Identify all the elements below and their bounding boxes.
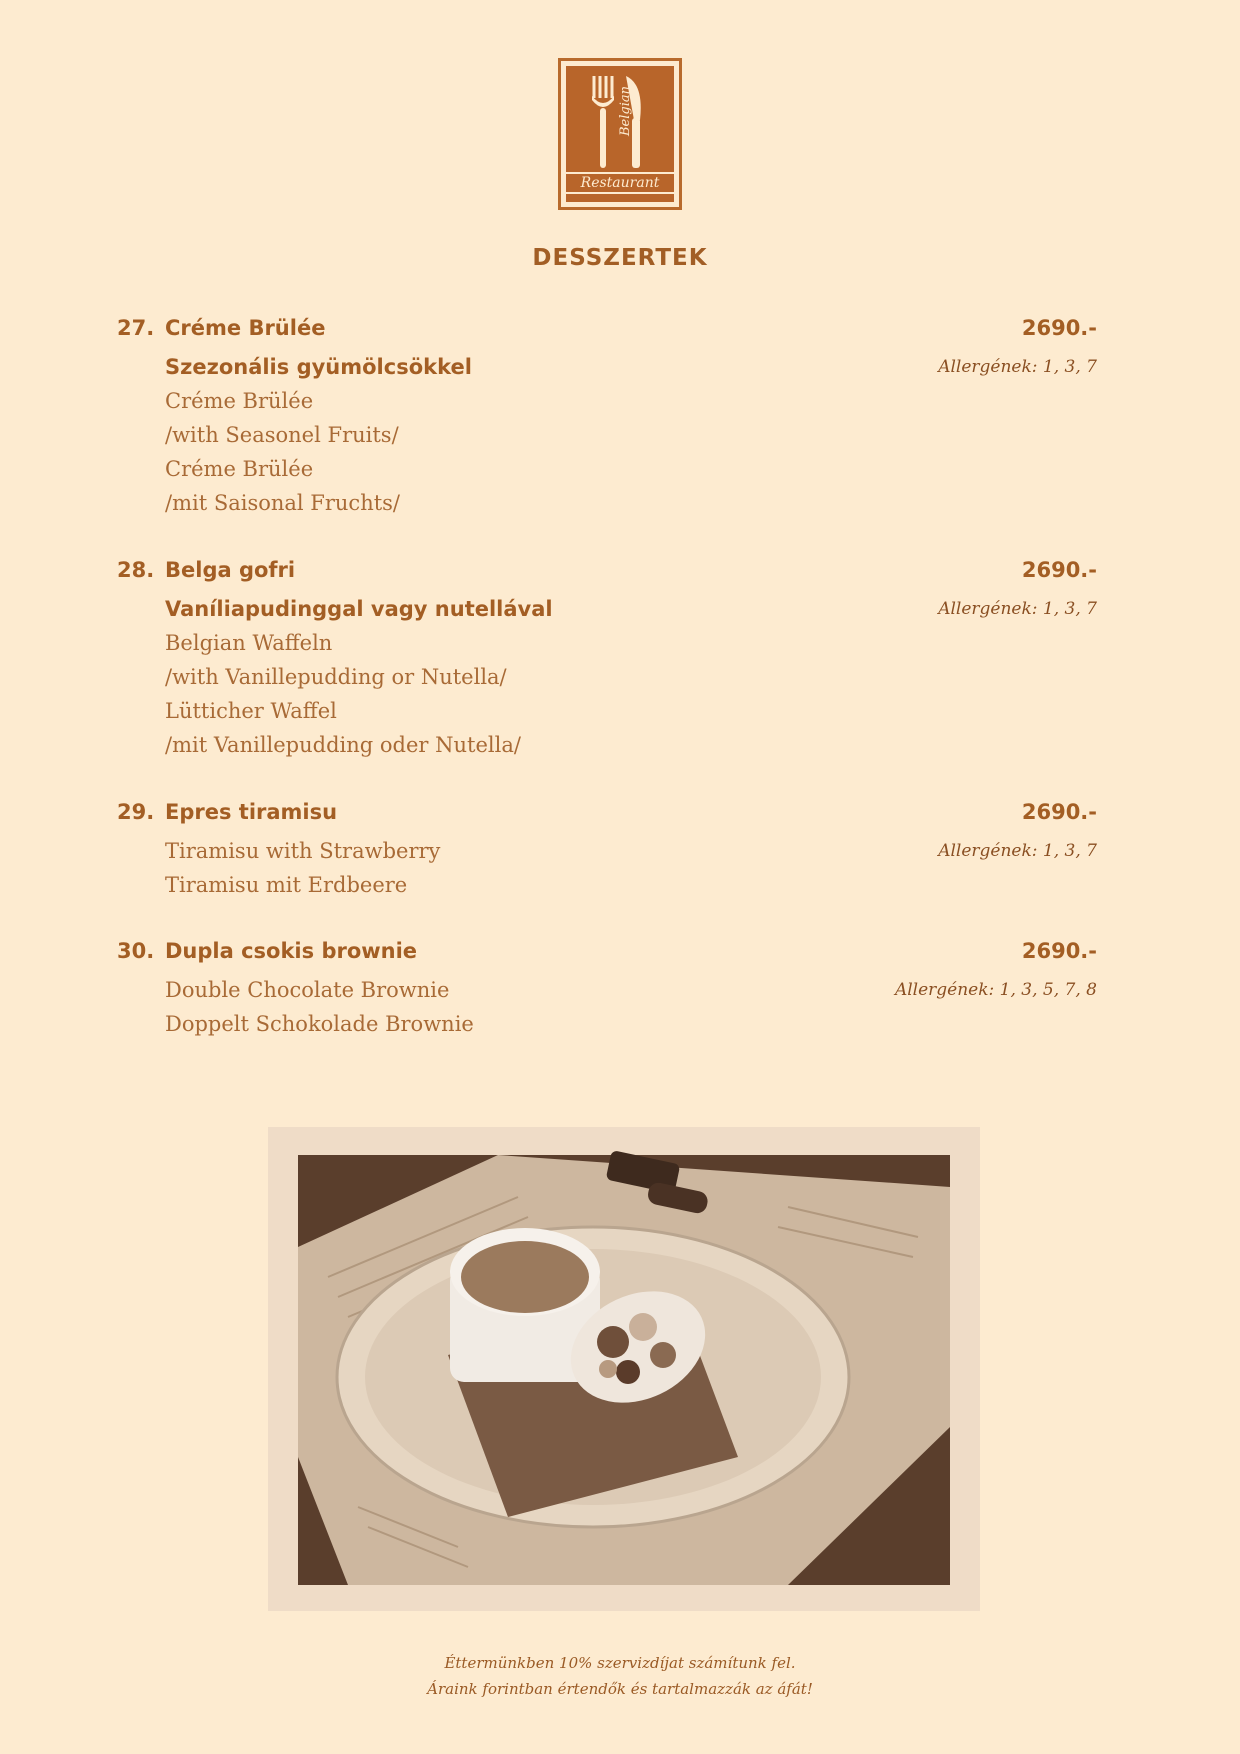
restaurant-logo bbox=[558, 58, 682, 210]
item-name: Epres tiramisu bbox=[165, 800, 338, 824]
item-allergens: Allergének: 1, 3, 7 bbox=[938, 357, 1097, 377]
item-description: /with Vanillepudding or Nutella/ bbox=[165, 665, 507, 689]
item-name: Dupla csokis brownie bbox=[165, 939, 418, 963]
logo-panel bbox=[566, 66, 674, 202]
item-description: /with Seasonel Fruits/ bbox=[165, 423, 399, 447]
item-description: Lütticher Waffel bbox=[165, 699, 337, 723]
item-number: 28. bbox=[117, 558, 155, 582]
item-description: Tiramisu mit Erdbeere bbox=[165, 873, 408, 897]
item-allergens: Allergének: 1, 3, 5, 7, 8 bbox=[894, 980, 1097, 1000]
item-description: /mit Saisonal Fruchts/ bbox=[165, 491, 401, 515]
item-number: 29. bbox=[117, 800, 155, 824]
item-description: Double Chocolate Brownie bbox=[165, 978, 450, 1002]
footer-service-charge: Éttermünkben 10% szervizdíjat számítunk fel. bbox=[444, 1654, 796, 1672]
item-description: Doppelt Schokolade Brownie bbox=[165, 1012, 474, 1036]
item-price: 2690.- bbox=[1021, 558, 1097, 582]
item-description: Belgian Waffeln bbox=[165, 631, 333, 655]
logo-band-text: Restaurant bbox=[566, 172, 674, 194]
section-title: DESSZERTEK bbox=[532, 245, 708, 271]
menu-item bbox=[117, 558, 1097, 762]
item-description: Créme Brülée bbox=[165, 389, 314, 413]
item-number: 30. bbox=[117, 939, 155, 963]
item-allergens: Allergének: 1, 3, 7 bbox=[938, 599, 1097, 619]
item-name: Créme Brülée bbox=[165, 316, 326, 340]
item-description: Créme Brülée bbox=[165, 457, 314, 481]
item-number: 27. bbox=[117, 316, 155, 340]
item-allergens: Allergének: 1, 3, 7 bbox=[938, 841, 1097, 861]
logo-script-text: Belgian bbox=[618, 85, 633, 136]
item-subtitle: Vaníliapudinggal vagy nutellával bbox=[165, 597, 553, 621]
item-price: 2690.- bbox=[1021, 316, 1097, 340]
dessert-photo bbox=[268, 1127, 980, 1611]
footer-vat-note: Áraink forintban értendők és tartalmazzák az áfát! bbox=[427, 1680, 813, 1698]
item-price: 2690.- bbox=[1021, 939, 1097, 963]
item-description: /mit Vanillepudding oder Nutella/ bbox=[165, 733, 521, 757]
menu-item bbox=[117, 800, 1097, 902]
item-description: Tiramisu with Strawberry bbox=[165, 839, 441, 863]
menu-item bbox=[117, 316, 1097, 520]
item-subtitle: Szezonális gyümölcsökkel bbox=[165, 355, 472, 379]
item-price: 2690.- bbox=[1021, 800, 1097, 824]
menu-item bbox=[117, 939, 1097, 1041]
item-name: Belga gofri bbox=[165, 558, 296, 582]
dessert-photo-illustration bbox=[268, 1127, 980, 1611]
